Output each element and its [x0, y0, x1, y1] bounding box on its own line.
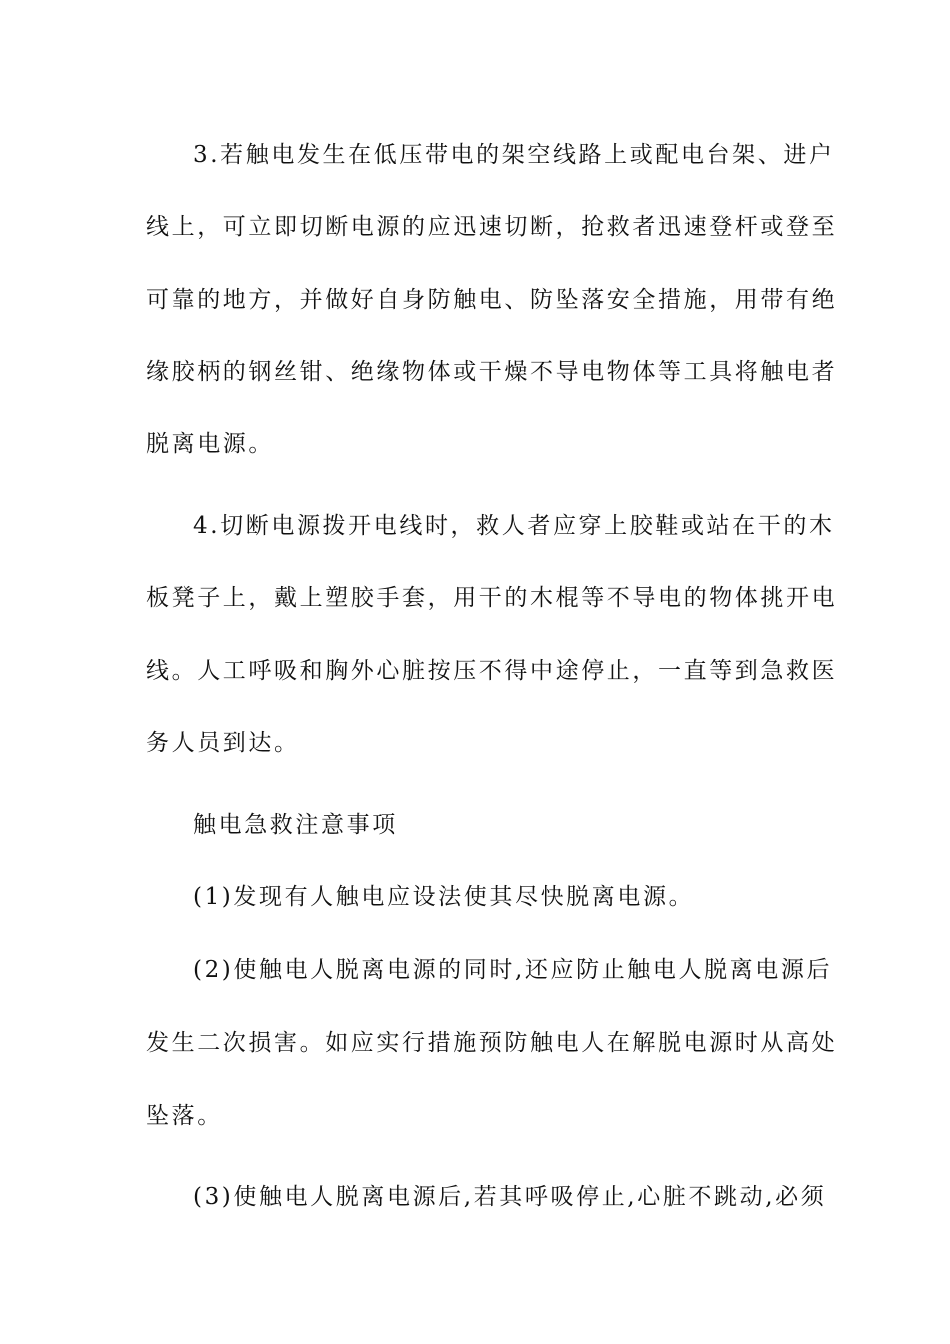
paragraph-4-line-1: 4.切断电源拨开电线时，救人者应穿上胶鞋或站在干的木 — [193, 513, 835, 539]
section-heading: 触电急救注意事项 — [193, 812, 398, 838]
item-3-line-1: (3)使触电人脱离电源后,若其呼吸停止,心脏不跳动,必须 — [193, 1184, 827, 1210]
paragraph-3-line-5: 脱离电源。 — [146, 431, 274, 457]
paragraph-3-line-3: 可靠的地方，并做好自身防触电、防坠落安全措施，用带有绝 — [146, 287, 838, 313]
paragraph-4-line-3: 线。人工呼吸和胸外心脏按压不得中途停止，一直等到急救医 — [146, 658, 838, 684]
item-2-line-3: 坠落。 — [146, 1103, 223, 1129]
paragraph-3-line-2: 线上，可立即切断电源的应迅速切断，抢救者迅速登杆或登至 — [146, 214, 838, 240]
item-1-line-1: (1)发现有人触电应设法使其尽快脱离电源。 — [193, 884, 695, 910]
paragraph-3-line-4: 缘胶柄的钢丝钳、绝缘物体或干燥不导电物体等工具将触电者 — [146, 359, 838, 385]
item-2-line-1: (2)使触电人脱离电源的同时,还应防止触电人脱离电源后 — [193, 957, 833, 983]
paragraph-4-line-2: 板凳子上，戴上塑胶手套，用干的木棍等不导电的物体挑开电 — [146, 585, 838, 611]
paragraph-3-line-1: 3.若触电发生在低压带电的架空线路上或配电台架、进户 — [193, 142, 835, 168]
paragraph-4-line-4: 务人员到达。 — [146, 730, 300, 756]
item-2-line-2: 发生二次损害。如应实行措施预防触电人在解脱电源时从高处 — [146, 1030, 838, 1056]
